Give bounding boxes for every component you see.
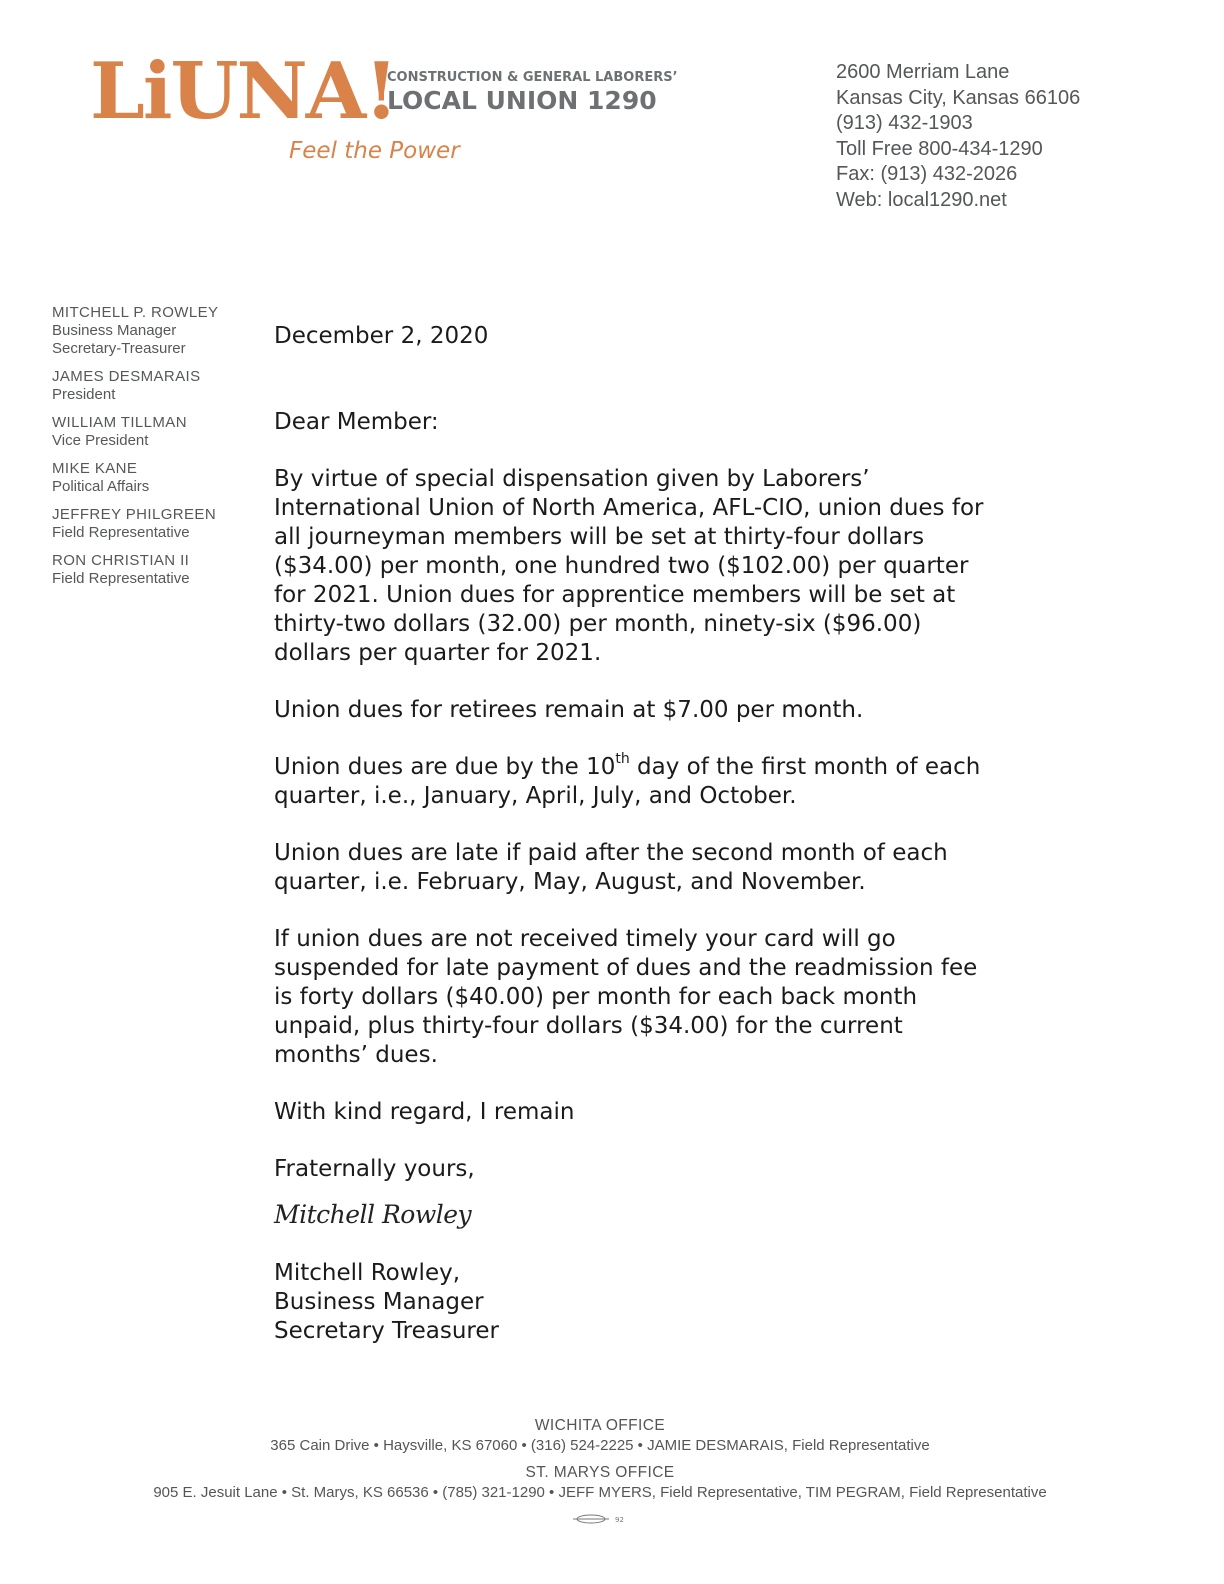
officer-item <box>52 367 252 404</box>
officer-name: RON CHRISTIAN II <box>52 552 190 569</box>
text-line: With kind regard, I remain <box>274 1099 575 1125</box>
text-line: Union dues for retirees remain at $7.00 per month. <box>274 697 864 723</box>
signer-title: Business Manager <box>274 1289 484 1315</box>
text-line: Union dues are late if paid after the second month of each <box>274 840 948 866</box>
officer-item <box>52 505 252 542</box>
text-line: quarter, i.e. February, May, August, and November. <box>274 869 866 895</box>
officer-title: Secretary-Treasurer <box>52 340 186 357</box>
officer-title: President <box>52 386 116 403</box>
officer-name: MITCHELL P. ROWLEY <box>52 304 219 321</box>
text-line: for 2021. Union dues for apprentice members will be set at <box>274 582 956 608</box>
closing-fraternally <box>274 1155 1074 1184</box>
officer-item <box>52 459 252 496</box>
text-line: dollars per quarter for 2021. <box>274 640 602 666</box>
fax-number: Fax: (913) 432-2026 <box>836 163 1018 185</box>
signer-block <box>274 1259 1074 1346</box>
officer-name: MIKE KANE <box>52 460 138 477</box>
liuna-logo: LiUNA! <box>90 46 397 137</box>
handwritten-signature: Mitchell Rowley <box>274 1200 472 1229</box>
officer-title: Business Manager <box>52 322 177 339</box>
officer-item <box>52 413 252 450</box>
office-title-wichita: WICHITA OFFICE <box>534 1417 666 1434</box>
ordinal-suffix: th <box>615 751 630 768</box>
officer-name: WILLIAM TILLMAN <box>52 414 187 431</box>
officer-title: Political Affairs <box>52 478 150 495</box>
union-bug-text: 92 <box>615 1516 624 1524</box>
officer-title: Field Representative <box>52 524 190 541</box>
contact-block <box>836 60 1080 213</box>
paragraph-due-date <box>274 753 1074 811</box>
officer-title: Field Representative <box>52 570 190 587</box>
text-line: unpaid, plus thirty-four dollars ($34.00) for the current <box>274 1013 903 1039</box>
text-line: International Union of North America, AFL-CIO, union dues for <box>274 495 984 521</box>
text-line: day of the first month of each <box>629 754 981 780</box>
salutation: Dear Member: <box>274 409 439 435</box>
tagline: Feel the Power <box>289 138 460 164</box>
text-line: If union dues are not received timely your card will go <box>274 926 896 952</box>
text-line: suspended for late payment of dues and the readmission fee <box>274 955 978 981</box>
text-line: ($34.00) per month, one hundred two ($102.00) per quarter <box>274 553 969 579</box>
footer <box>0 1416 1200 1530</box>
officer-title: Vice President <box>52 432 149 449</box>
text-line: quarter, i.e., January, April, July, and October. <box>274 783 797 809</box>
office-line-st-marys: 905 E. Jesuit Lane • St. Marys, KS 66536 • (785) 321-1290 • JEFF MYERS, Field Representative, TIM PEGRAM, Field Representative <box>153 1484 1047 1501</box>
union-label-bug-icon <box>569 1512 631 1530</box>
paragraph-dues-rates <box>274 465 1074 668</box>
text-line: Fraternally yours, <box>274 1156 475 1182</box>
text-line: thirty-two dollars (32.00) per month, ninety-six ($96.00) <box>274 611 922 637</box>
signer-name: Mitchell Rowley, <box>274 1260 461 1286</box>
officer-name: JEFFREY PHILGREEN <box>52 506 217 523</box>
phone-number: (913) 432-1903 <box>836 112 973 134</box>
text-line: all journeyman members will be set at thirty-four dollars <box>274 524 925 550</box>
union-name-line2: LOCAL UNION 1290 <box>387 86 657 115</box>
toll-free-number: Toll Free 800-434-1290 <box>836 137 1043 160</box>
union-name-line1: CONSTRUCTION & GENERAL LABORERS’ <box>387 70 678 85</box>
website: Web: local1290.net <box>836 188 1007 211</box>
letter-date: December 2, 2020 <box>274 323 489 349</box>
text-line: is forty dollars ($40.00) per month for each back month <box>274 984 918 1010</box>
office-title-st-marys: ST. MARYS OFFICE <box>525 1464 675 1481</box>
officers-list <box>52 303 252 597</box>
officer-name: JAMES DESMARAIS <box>52 368 201 385</box>
letter-body <box>274 322 1074 1346</box>
office-line-wichita: 365 Cain Drive • Haysville, KS 67060 • (316) 524-2225 • JAMIE DESMARAIS, Field Representative <box>270 1437 930 1454</box>
text-line: Union dues are due by the 10 <box>274 754 616 780</box>
signer-title: Secretary Treasurer <box>274 1318 499 1344</box>
text-line: By virtue of special dispensation given by Laborers’ <box>274 466 870 492</box>
text-line: months’ dues. <box>274 1042 438 1068</box>
paragraph-retirees <box>274 696 1074 725</box>
paragraph-late <box>274 839 1074 897</box>
closing-regard <box>274 1098 1074 1127</box>
address-line1: 2600 Merriam Lane <box>836 61 1010 83</box>
paragraph-suspension <box>274 925 1074 1070</box>
officer-item <box>52 303 252 358</box>
address-line2: Kansas City, Kansas 66106 <box>836 86 1081 109</box>
officer-item <box>52 551 252 588</box>
